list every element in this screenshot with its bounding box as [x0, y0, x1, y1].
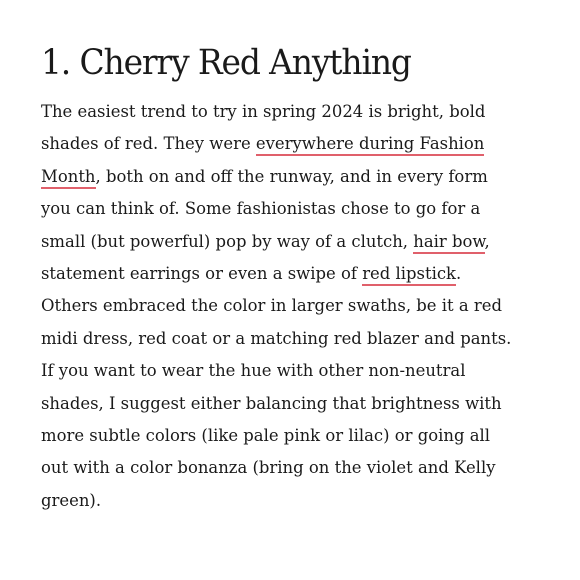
article	[41, 36, 551, 517]
paragraph-line-13	[41, 485, 551, 517]
text-segment: statement earrings or even a swipe of	[41, 263, 363, 283]
text-segment: shades, I suggest either balancing that brightness with	[41, 393, 502, 413]
text-segment: more subtle colors (like pale pink or lilac) or going all	[41, 425, 491, 445]
paragraph-line-3	[41, 161, 551, 193]
text-segment: shades of red. They were	[41, 134, 256, 154]
paragraph-line-1	[41, 96, 551, 128]
paragraph-line-7	[41, 290, 551, 322]
paragraph-line-12	[41, 452, 551, 484]
text-segment: Others embraced the color in larger swaths, be it a red	[41, 296, 502, 316]
fashion-month-link-continued[interactable]: Month	[41, 167, 96, 189]
text-segment: .	[456, 263, 462, 283]
text-segment: midi dress, red coat or a matching red blazer and pants.	[41, 328, 512, 348]
text-segment: ,	[484, 231, 490, 251]
text-segment: green).	[41, 490, 102, 510]
article-paragraph	[41, 96, 551, 517]
text-segment: If you want to wear the hue with other non-neutral	[41, 361, 466, 381]
paragraph-line-8	[41, 323, 551, 355]
fashion-month-link[interactable]: everywhere during Fashion	[256, 134, 485, 156]
paragraph-line-2	[41, 128, 551, 160]
text-segment: you can think of. Some fashionistas chose to go for a	[41, 199, 481, 219]
red-lipstick-link[interactable]: red lipstick	[362, 264, 456, 286]
paragraph-line-4	[41, 193, 551, 225]
text-segment: The easiest trend to try in spring 2024 is bright, bold	[41, 102, 486, 121]
paragraph-line-9	[41, 355, 551, 387]
section-heading: 1. Cherry Red Anything	[41, 43, 411, 83]
text-segment: out with a color bonanza (bring on the violet and Kelly	[41, 458, 496, 478]
text-segment: , both on and off the runway, and in every form	[95, 166, 488, 186]
paragraph-line-10	[41, 388, 551, 420]
hair-bow-link[interactable]: hair bow	[413, 232, 484, 254]
paragraph-line-6	[41, 258, 551, 290]
text-segment: small (but powerful) pop by way of a clutch,	[41, 231, 414, 251]
paragraph-line-11	[41, 420, 551, 452]
paragraph-line-5	[41, 226, 551, 258]
